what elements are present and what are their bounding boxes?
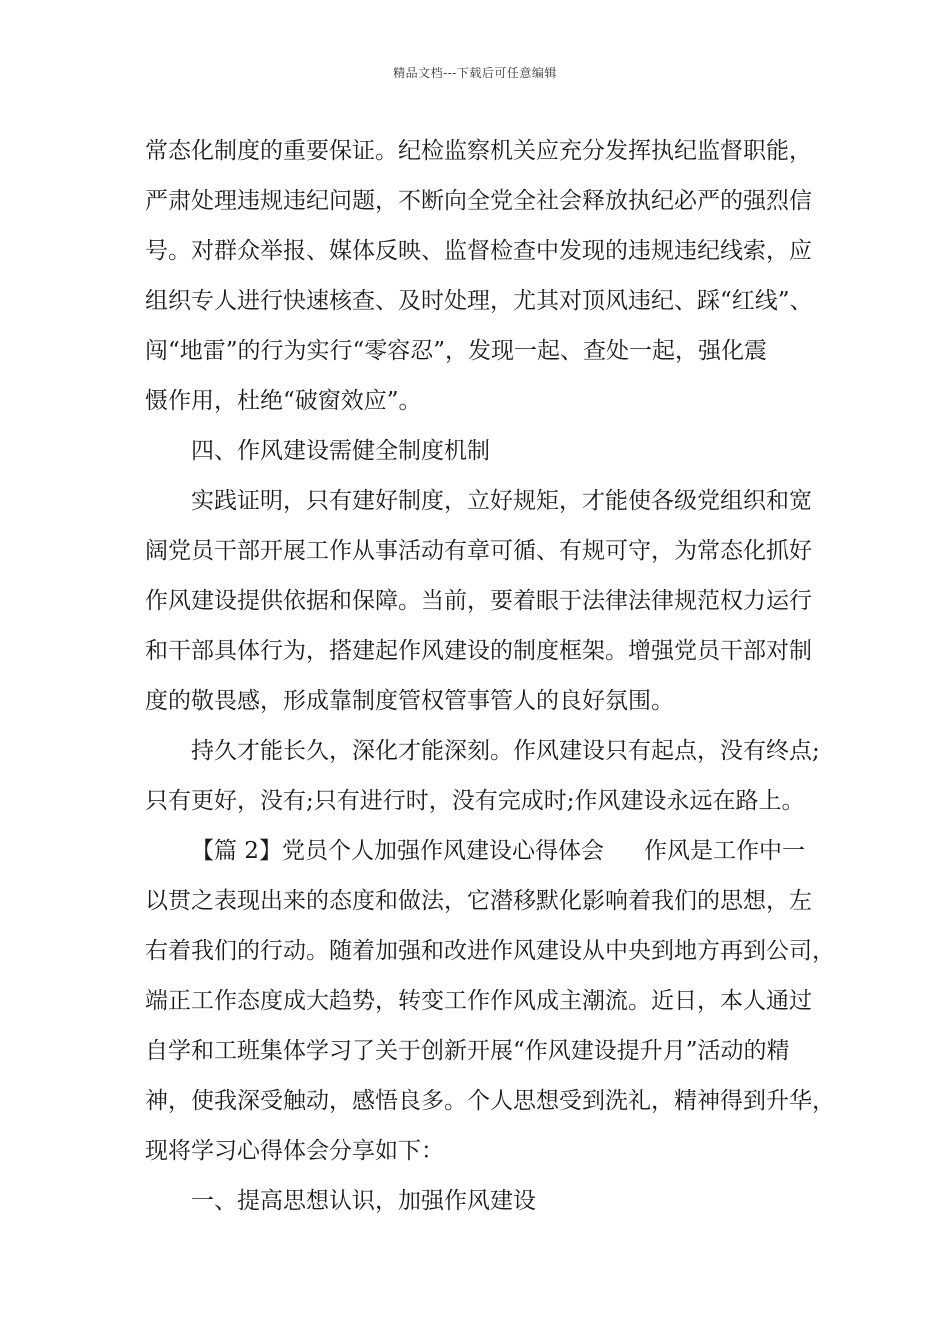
text-line: 阔党员干部开展工作从事活动有章可循、有规可守，为常态化抓好: [145, 538, 812, 564]
text-line: [145, 826, 825, 876]
text-line: 度的敬畏感，形成靠制度管权管事管人的良好氛围。: [145, 688, 674, 714]
text-line: 以贯之表现出来的态度和做法，它潜移默化影响着我们的思想，左: [145, 888, 812, 914]
text-line: 作风建设提供依据和保障。当前，要着眼于法律法律规范权力运行: [145, 588, 812, 614]
heading-line: 四、作风建设需健全制度机制: [191, 438, 490, 464]
paragraph-1: [145, 126, 825, 426]
section-heading-1: [145, 1176, 825, 1226]
text-line: 常态化制度的重要保证。纪检监察机关应充分发挥执纪监督职能，: [145, 138, 812, 164]
text-line: 右着我们的行动。随着加强和改进作风建设从中央到地方再到公司，: [145, 938, 835, 964]
text-line: 现将学习心得体会分享如下：: [145, 1138, 444, 1164]
text-line: 严肃处理违规违纪问题，不断向全党全社会释放执纪必严的强烈信: [145, 188, 812, 214]
article-title: 【篇 2】党员个人加强作风建设心得体会: [191, 838, 604, 864]
text-line: 组织专人进行快速核查、及时处理，尤其对顶风违纪、踩“红线”、: [145, 288, 813, 314]
text-line: 持久才能长久，深化才能深刻。作风建设只有起点，没有终点;: [191, 738, 820, 764]
page-header: 精品文档---下载后可任意编辑: [393, 66, 557, 80]
text-line: 神，使我深受触动，感悟良多。个人思想受到洗礼，精神得到升华，: [145, 1088, 835, 1114]
section-heading-4: [145, 426, 825, 476]
text-line: 和干部具体行为，搭建起作风建设的制度框架。增强党员干部对制: [145, 638, 812, 664]
paragraph-2: [145, 476, 825, 726]
article-lead: 作风是工作中一: [643, 838, 805, 864]
heading-line: 一、提高思想认识，加强作风建设: [191, 1188, 536, 1214]
document-body: [145, 126, 835, 1226]
text-line: 闯“地雷”的行为实行“零容忍”，发现一起、查处一起，强化震: [145, 338, 768, 364]
text-line: 慑作用，杜绝“破窗效应”。: [145, 388, 422, 414]
text-line: 端正工作态度成大趋势，转变工作作风成主潮流。近日，本人通过: [145, 988, 812, 1014]
paragraph-4: [145, 826, 835, 1176]
text-line: 自学和工班集体学习了关于创新开展“作风建设提升月”活动的精: [145, 1038, 790, 1064]
paragraph-3: [145, 726, 825, 826]
text-line: 实践证明，只有建好制度，立好规矩，才能使各级党组织和宽: [191, 488, 812, 514]
text-line: 号。对群众举报、媒体反映、监督检查中发现的违规违纪线索，应: [145, 238, 812, 264]
text-line: 只有更好，没有;只有进行时，没有完成时;作风建设永远在路上。: [145, 788, 805, 814]
